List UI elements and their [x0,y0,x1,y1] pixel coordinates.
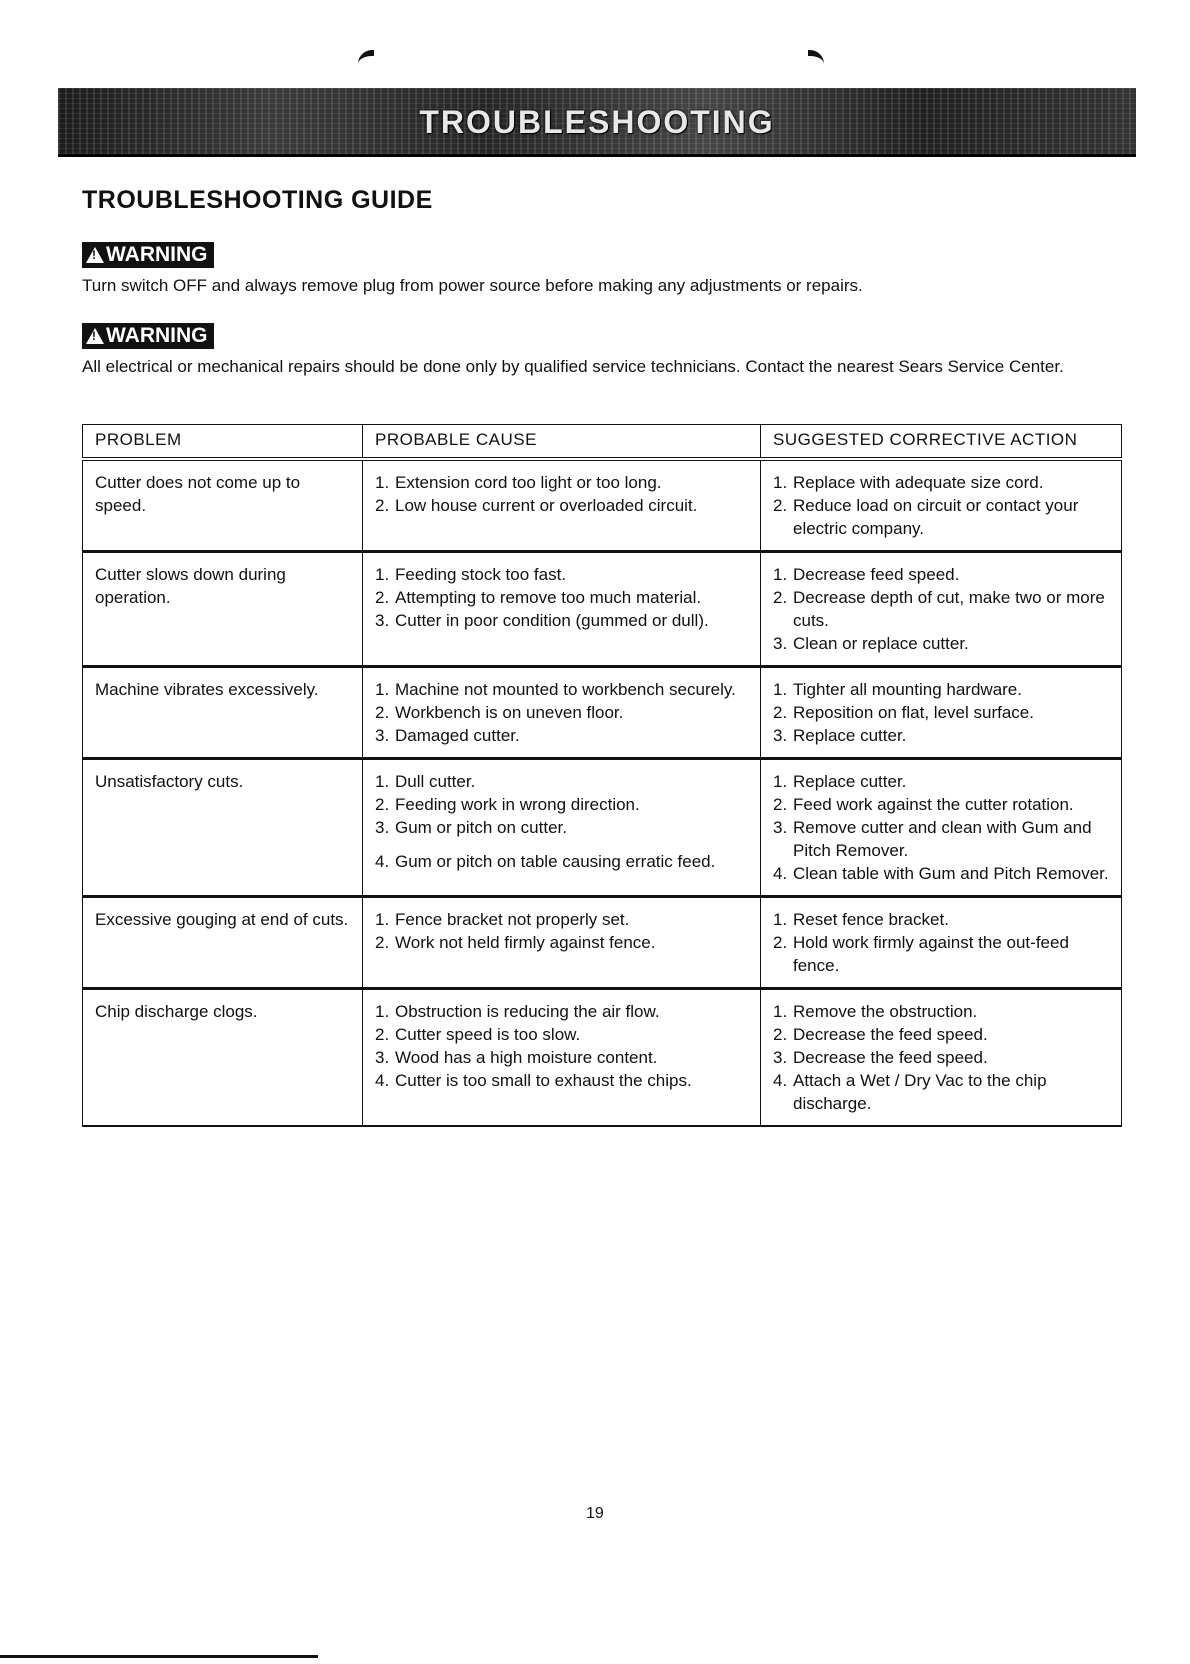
action-item-number: 3. [773,634,788,653]
section-banner [58,88,1136,157]
action-item-text: Decrease depth of cut, make two or more cuts. [793,588,1105,630]
cause-item-number: 2. [375,933,390,952]
action-item [773,1069,1109,1115]
action-item-text: Reposition on flat, level surface. [793,703,1034,722]
registration-mark-left [358,50,374,66]
problem-cell: Cutter slows down during operation. [83,552,363,667]
action-cell [761,989,1122,1127]
action-item [773,471,1109,494]
cause-cell [363,459,761,552]
action-item [773,862,1109,885]
cause-item [375,678,748,701]
action-item-text: Decrease the feed speed. [793,1048,988,1067]
action-cell [761,459,1122,552]
banner-title: TROUBLESHOOTING [419,104,775,140]
action-list [773,1000,1109,1115]
action-item-number: 2. [773,933,788,952]
cause-cell [363,897,761,989]
cause-item-number: 1. [375,910,390,929]
cause-list [375,1000,748,1092]
action-list [773,770,1109,885]
action-item-text: Remove the obstruction. [793,1002,978,1021]
problem-cell: Cutter does not come up to speed. [83,459,363,552]
action-item [773,632,1109,655]
cause-item-text: Feeding stock too fast. [395,565,567,584]
cause-item [375,770,748,793]
cause-item-number: 1. [375,680,390,699]
action-item-number: 1. [773,565,788,584]
action-cell [761,552,1122,667]
action-list [773,678,1109,747]
table-row [83,759,1122,897]
page-number: 19 [586,1505,604,1522]
action-item-number: 1. [773,772,788,791]
cause-item-number: 1. [375,565,390,584]
action-item [773,816,1109,862]
cause-item-number: 1. [375,1002,390,1021]
cause-item-text: Attempting to remove too much material. [395,588,702,607]
cause-item [375,1023,748,1046]
cause-item-text: Gum or pitch on table causing erratic feed. [395,852,716,871]
action-item-text: Remove cutter and clean with Gum and Pitch Remover. [793,818,1092,860]
cause-item-number: 4. [375,852,390,871]
cause-item-number: 4. [375,1071,390,1090]
action-item [773,1000,1109,1023]
action-item-text: Reset fence bracket. [793,910,949,929]
cause-item-text: Machine not mounted to workbench securely. [395,680,736,699]
warning-triangle-icon [86,328,104,344]
table-row [83,989,1122,1127]
action-item-number: 1. [773,680,788,699]
warning-badge [82,242,214,268]
cause-item-number: 2. [375,1025,390,1044]
table-row [83,667,1122,759]
action-item-number: 3. [773,726,788,745]
cause-item-number: 3. [375,818,390,837]
cause-item-text: Low house current or overloaded circuit. [395,496,698,515]
cause-cell [363,759,761,897]
table-header-row [83,425,1122,460]
cause-list [375,471,748,517]
cause-item-text: Extension cord too light or too long. [395,473,662,492]
action-item-text: Feed work against the cutter rotation. [793,795,1074,814]
footer-rule [0,1655,318,1658]
cause-item-text: Damaged cutter. [395,726,520,745]
cause-item-number: 1. [375,473,390,492]
cause-item-text: Obstruction is reducing the air flow. [395,1002,660,1021]
action-item-text: Decrease feed speed. [793,565,960,584]
cause-list [375,908,748,954]
warning-triangle-icon [86,247,104,263]
troubleshooting-table [82,424,1122,1127]
cause-cell [363,667,761,759]
warning-label: WARNING [106,243,208,266]
cause-item [375,724,748,747]
action-item [773,931,1109,977]
action-item-number: 4. [773,1071,788,1090]
action-item-number: 2. [773,703,788,722]
action-list [773,471,1109,540]
action-item [773,908,1109,931]
header-probable-cause: PROBABLE CAUSE [363,425,761,460]
cause-item [375,1000,748,1023]
cause-item [375,1069,748,1092]
action-item [773,770,1109,793]
action-item [773,563,1109,586]
cause-item-text: Fence bracket not properly set. [395,910,630,929]
cause-item [375,563,748,586]
cause-item-number: 3. [375,726,390,745]
cause-item [375,793,748,816]
cause-item [375,850,748,873]
page-title: TROUBLESHOOTING GUIDE [82,186,433,214]
header-problem: PROBLEM [83,425,363,460]
cause-list [375,770,748,873]
action-item [773,678,1109,701]
action-item-text: Tighter all mounting hardware. [793,680,1022,699]
cause-item [375,1046,748,1069]
problem-cell: Excessive gouging at end of cuts. [83,897,363,989]
cause-list [375,678,748,747]
action-item-text: Replace cutter. [793,772,907,791]
action-item [773,1046,1109,1069]
cause-list [375,563,748,632]
action-item-text: Attach a Wet / Dry Vac to the chip discharge. [793,1071,1047,1113]
cause-item-number: 2. [375,496,390,515]
cause-item-text: Wood has a high moisture content. [395,1048,658,1067]
cause-item-number: 2. [375,795,390,814]
action-item-text: Replace with adequate size cord. [793,473,1044,492]
cause-item [375,931,748,954]
action-item [773,494,1109,540]
action-item-text: Hold work firmly against the out-feed fence. [793,933,1069,975]
action-item [773,793,1109,816]
action-item [773,701,1109,724]
action-item-number: 4. [773,864,788,883]
action-item-number: 1. [773,473,788,492]
action-item-number: 3. [773,1048,788,1067]
cause-item [375,816,748,839]
cause-item-text: Cutter in poor condition (gummed or dull). [395,611,709,630]
cause-item [375,609,748,632]
registration-mark-right [808,50,824,66]
action-item-number: 2. [773,1025,788,1044]
cause-item-number: 1. [375,772,390,791]
problem-cell: Chip discharge clogs. [83,989,363,1127]
problem-cell: Machine vibrates excessively. [83,667,363,759]
header-corrective-action: SUGGESTED CORRECTIVE ACTION [761,425,1122,460]
warning-label: WARNING [106,324,208,347]
action-item-number: 1. [773,1002,788,1021]
problem-cell: Unsatisfactory cuts. [83,759,363,897]
warning-text: Turn switch OFF and always remove plug from power source before making any adjustments or repairs. [82,276,863,295]
action-item-text: Clean table with Gum and Pitch Remover. [793,864,1109,883]
action-item-text: Replace cutter. [793,726,907,745]
action-item-number: 2. [773,496,788,515]
cause-item-text: Dull cutter. [395,772,476,791]
cause-item-text: Cutter is too small to exhaust the chips. [395,1071,692,1090]
table-row [83,897,1122,989]
warning-text: All electrical or mechanical repairs should be done only by qualified service technicians. Contact the nearest Sears Service Center. [82,357,1064,376]
cause-item-number: 3. [375,611,390,630]
cause-item [375,701,748,724]
action-item-text: Clean or replace cutter. [793,634,969,653]
cause-item-number: 2. [375,588,390,607]
action-item-text: Reduce load on circuit or contact your electric company. [793,496,1079,538]
action-item-number: 1. [773,910,788,929]
action-list [773,563,1109,655]
cause-cell [363,989,761,1127]
action-item-number: 3. [773,818,788,837]
cause-item-text: Gum or pitch on cutter. [395,818,567,837]
action-list [773,908,1109,977]
cause-item [375,586,748,609]
table-body [83,459,1122,1126]
action-item [773,1023,1109,1046]
table-row [83,459,1122,552]
action-cell [761,667,1122,759]
cause-item-number: 2. [375,703,390,722]
cause-item [375,908,748,931]
cause-item-text: Workbench is on uneven floor. [395,703,624,722]
action-item [773,724,1109,747]
cause-item [375,471,748,494]
action-item [773,586,1109,632]
cause-cell [363,552,761,667]
action-cell [761,897,1122,989]
cause-item-text: Work not held firmly against fence. [395,933,656,952]
action-item-number: 2. [773,795,788,814]
cause-item-number: 3. [375,1048,390,1067]
table-row [83,552,1122,667]
action-item-text: Decrease the feed speed. [793,1025,988,1044]
cause-item [375,494,748,517]
warning-badge [82,323,214,349]
action-cell [761,759,1122,897]
action-item-number: 2. [773,588,788,607]
cause-item-text: Feeding work in wrong direction. [395,795,640,814]
cause-item-text: Cutter speed is too slow. [395,1025,581,1044]
